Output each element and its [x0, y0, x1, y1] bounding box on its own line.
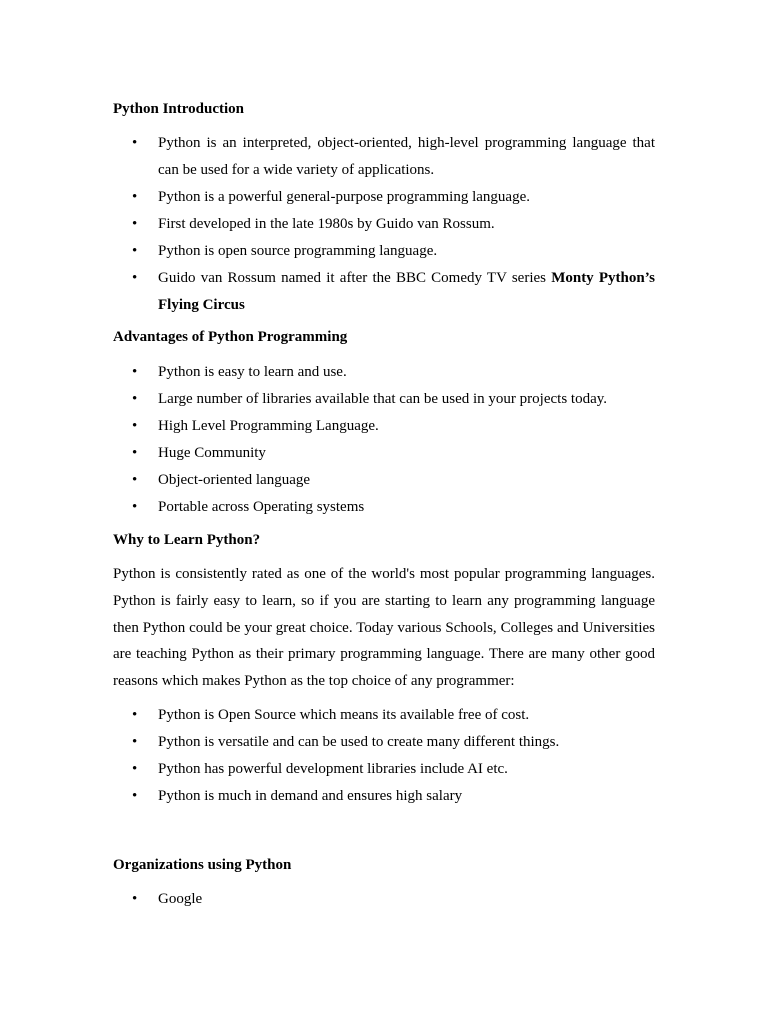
list-item — [113, 238, 655, 265]
list-item-text: First developed in the late 1980s by Guido van Rossum. — [158, 216, 495, 232]
list-item-text: Python is much in demand and ensures high salary — [158, 787, 463, 804]
section-heading-why: Why to Learn Python? — [113, 532, 261, 548]
list-item-text: High Level Programming Language. — [158, 418, 379, 434]
list-item — [113, 886, 655, 913]
bullet-glyph: • — [132, 135, 138, 151]
list-item — [113, 494, 655, 521]
list-item-text: Python is a powerful general-purpose programming language. — [158, 189, 530, 205]
list-item-text: Python is easy to learn and use. — [158, 364, 347, 380]
bullet-glyph: • — [132, 445, 138, 461]
list-item — [113, 702, 655, 729]
list-item — [113, 211, 655, 238]
list-item — [113, 184, 655, 211]
intro-list — [113, 130, 655, 319]
list-item-text: Portable across Operating systems — [158, 499, 365, 515]
bullet-glyph: • — [132, 472, 138, 488]
bullet-glyph: • — [132, 499, 138, 515]
list-item — [113, 413, 655, 440]
why-list — [113, 702, 655, 810]
list-item — [113, 756, 655, 783]
bullet-glyph: • — [132, 216, 138, 232]
list-item — [113, 265, 655, 319]
list-item-text: Guido van Rossum named it after the BBC Comedy TV series — [158, 270, 552, 286]
bullet-glyph: • — [132, 391, 138, 407]
document-page — [113, 97, 655, 913]
list-item-text: Google — [158, 890, 203, 907]
list-item-text: Python is Open Source which means its available free of cost. — [158, 706, 530, 723]
section-heading-intro: Python Introduction — [113, 101, 245, 117]
list-item-text: Python has powerful development libraries include AI etc. — [158, 760, 508, 777]
list-item — [113, 729, 655, 756]
advantages-list — [113, 359, 655, 521]
bullet-glyph: • — [132, 706, 138, 723]
list-item-text: Large number of libraries available that can be used in your projects today. — [158, 391, 608, 407]
bullet-glyph: • — [132, 733, 138, 750]
bullet-glyph: • — [132, 890, 138, 907]
list-item — [113, 783, 655, 810]
list-item-text: Python is an interpreted, object-oriented, high-level programming language that can be used for a wide variety of applications. — [158, 135, 655, 178]
bullet-glyph: • — [132, 760, 138, 777]
why-paragraph: Python is consistently rated as one of the world's most popular programming languages. Python is fairly easy to learn, so if you are starting to learn any programming language then Python could be your great choice. Today various Schools, Colleges and Universities are teaching Python as their primary programming language. There are many other good reasons which makes Python as the top choice of any programmer: — [113, 566, 655, 690]
list-item — [113, 467, 655, 494]
bullet-glyph: • — [132, 418, 138, 434]
list-item-text: Python is open source programming language. — [158, 243, 438, 259]
list-item-bold-text: Monty Python’s Flying Circus — [158, 270, 655, 313]
bullet-glyph: • — [132, 270, 138, 286]
list-item-text: Object-oriented language — [158, 472, 311, 488]
list-item — [113, 440, 655, 467]
bullet-glyph: • — [132, 364, 138, 380]
list-item — [113, 130, 655, 184]
section-heading-organizations: Organizations using Python — [113, 856, 292, 873]
organizations-list — [113, 886, 655, 913]
list-item-text: Huge Community — [158, 445, 266, 461]
section-heading-advantages: Advantages of Python Programming — [113, 329, 348, 345]
bullet-glyph: • — [132, 787, 138, 804]
list-item — [113, 359, 655, 386]
bullet-glyph: • — [132, 189, 138, 205]
list-item — [113, 386, 655, 413]
list-item-text: Python is versatile and can be used to create many different things. — [158, 733, 560, 750]
bullet-glyph: • — [132, 243, 138, 259]
